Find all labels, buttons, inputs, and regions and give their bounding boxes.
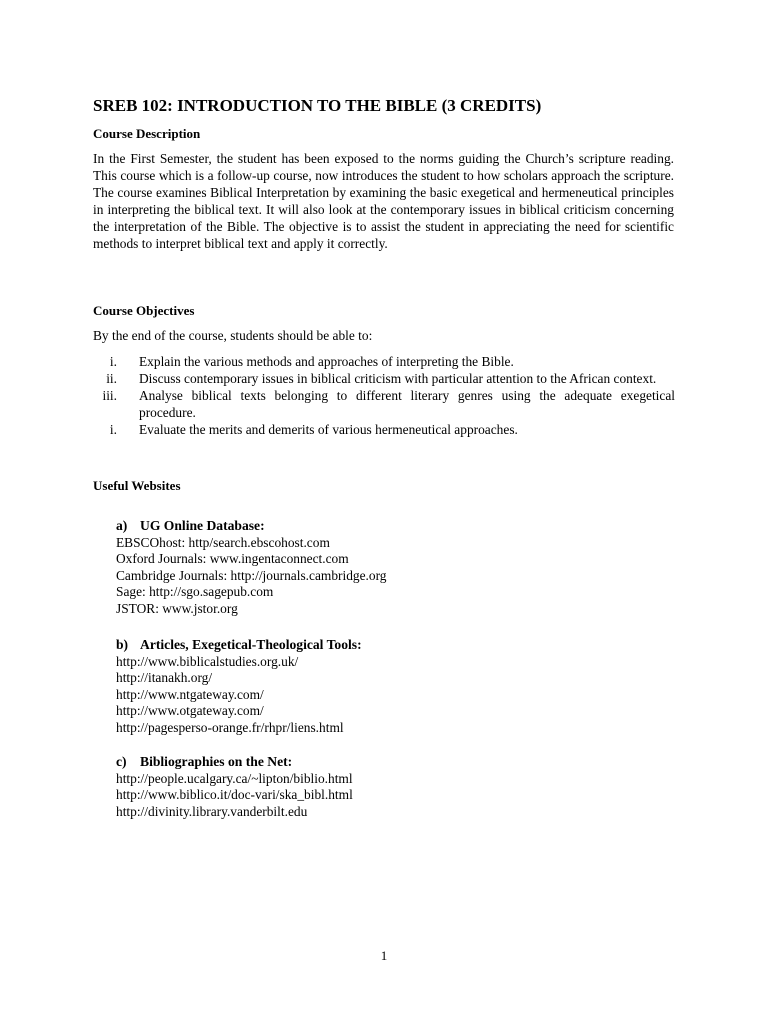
- list-item-number: i.: [109, 422, 117, 437]
- website-line: http://pagesperso-orange.fr/rhpr/liens.html: [116, 719, 344, 735]
- website-line: Oxford Journals: www.ingentaconnect.com: [116, 551, 349, 567]
- website-line: http://people.ucalgary.ca/~lipton/biblio.html: [116, 770, 353, 786]
- course-title: SREB 102: INTRODUCTION TO THE BIBLE (3 CREDITS): [93, 96, 542, 115]
- website-line: http://www.otgateway.com/: [116, 703, 264, 719]
- objectives-list: [93, 353, 675, 438]
- page-number: 1: [380, 948, 388, 963]
- website-line: Sage: http://sgo.sagepub.com: [116, 584, 274, 600]
- websites-section-articles-tools: [116, 637, 362, 737]
- course-description-heading: Course Description: [93, 126, 201, 141]
- section-title: b) Articles, Exegetical-Theological Tools:: [116, 637, 362, 652]
- website-line: http://www.biblico.it/doc-vari/ska_bibl.html: [116, 787, 353, 803]
- website-line: http://itanakh.org/: [116, 670, 213, 686]
- list-item: [93, 353, 675, 370]
- section-title: a) UG Online Database:: [116, 518, 265, 533]
- list-item: [93, 370, 675, 387]
- list-item-text: Discuss contemporary issues in biblical criticism with particular attention to the African context.: [139, 371, 657, 386]
- website-line: http://www.ntgateway.com/: [116, 686, 264, 702]
- websites-section-bibliographies: [116, 754, 353, 820]
- list-item-text: Explain the various methods and approaches of interpreting the Bible.: [139, 354, 514, 369]
- list-item: [93, 421, 675, 438]
- websites-section-ug-database: [116, 518, 387, 618]
- website-line: http://divinity.library.vanderbilt.edu: [116, 803, 308, 819]
- website-line: EBSCOhost: http/search.ebscohost.com: [116, 534, 330, 550]
- objectives-lead: By the end of the course, students should be able to:: [93, 328, 373, 343]
- website-line: JSTOR: www.jstor.org: [116, 600, 238, 616]
- list-item-number: ii.: [106, 371, 117, 386]
- course-description-text: In the First Semester, the student has been exposed to the norms guiding the Church’s scripture reading. This course which is a follow-up course, now introduces the student to how scholars approach the scripture. The course examines Biblical Interpretation by examining the basic exegetical and hermeneutical principles in interpreting the biblical text. It will also look at the contemporary issues in biblical criticism concerning the interpretation of the Bible. The objective is to assist the student in appreciating the need for scientific methods to interpret biblical text and apply it correctly.: [93, 151, 674, 251]
- course-objectives-heading: Course Objectives: [93, 303, 195, 318]
- section-title: c) Bibliographies on the Net:: [116, 754, 293, 769]
- website-line: Cambridge Journals: http://journals.cambridge.org: [116, 567, 387, 583]
- useful-websites-heading: Useful Websites: [93, 478, 181, 493]
- list-item-number: i.: [109, 354, 117, 369]
- list-item-number: iii.: [102, 388, 117, 403]
- list-item-text: Evaluate the merits and demerits of various hermeneutical approaches.: [139, 422, 518, 437]
- list-item-text: Analyse biblical texts belonging to different literary genres using the adequate exegetical procedure.: [139, 388, 675, 420]
- list-item: [93, 387, 675, 421]
- website-line: http://www.biblicalstudies.org.uk/: [116, 653, 299, 669]
